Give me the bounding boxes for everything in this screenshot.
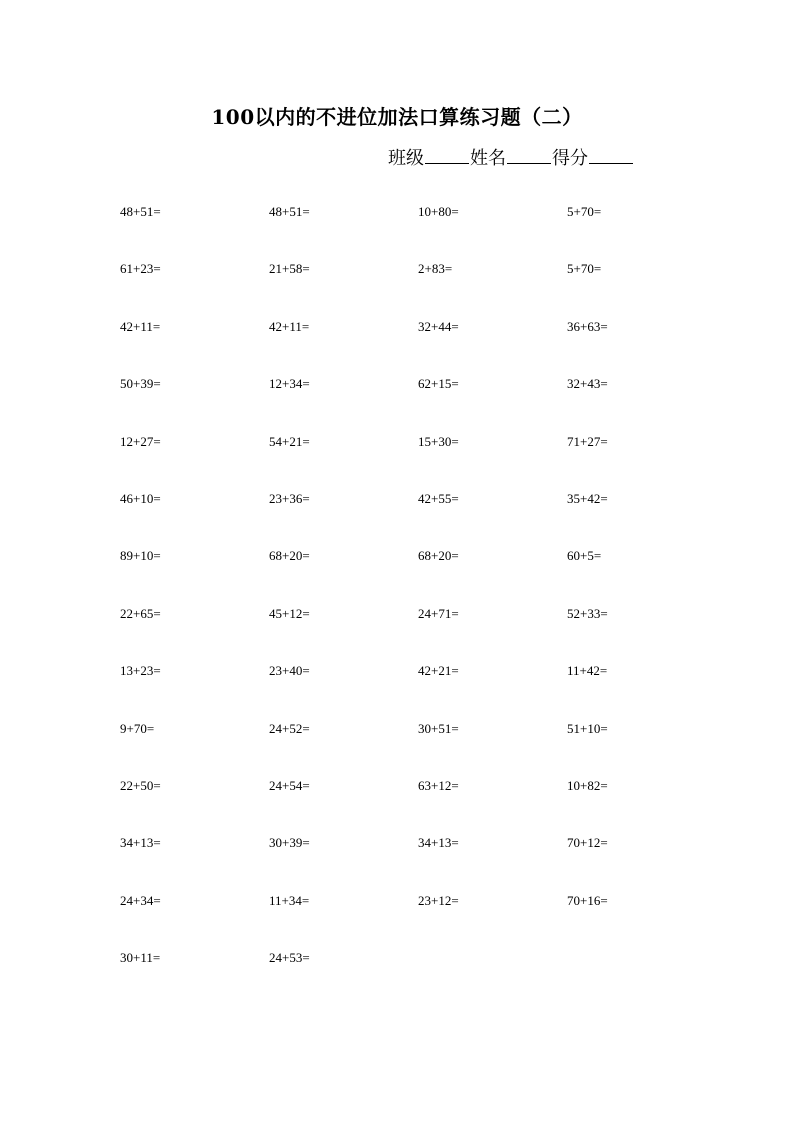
- problem-item: 11+42=: [567, 663, 608, 678]
- problem-item: 48+51=: [120, 204, 161, 219]
- problem-item: 51+10=: [567, 721, 608, 736]
- problem-item: 23+36=: [269, 491, 310, 506]
- problem-item: 23+40=: [269, 663, 310, 678]
- problem-item: 30+39=: [269, 835, 310, 850]
- problem-item: 9+70=: [120, 721, 155, 736]
- problem-item: 42+11=: [120, 319, 161, 334]
- problem-item: 23+12=: [418, 893, 459, 908]
- name-blank[interactable]: [507, 145, 551, 164]
- problem-item: 5+70=: [567, 204, 602, 219]
- class-label: 班级: [388, 148, 424, 169]
- problem-item: 24+71=: [418, 606, 459, 621]
- problem-item: 68+20=: [269, 548, 310, 563]
- problem-item: 12+27=: [120, 434, 161, 449]
- problem-item: 22+65=: [120, 606, 161, 621]
- problem-item: 24+53=: [269, 950, 310, 965]
- problem-item: 32+43=: [567, 376, 608, 391]
- problem-item: 2+83=: [418, 261, 453, 276]
- problem-item: 13+23=: [120, 663, 161, 678]
- problem-item: 10+80=: [418, 204, 459, 219]
- problem-item: 36+63=: [567, 319, 608, 334]
- problem-item: 34+13=: [120, 835, 161, 850]
- name-label: 姓名: [470, 148, 506, 169]
- class-blank[interactable]: [425, 145, 469, 164]
- problem-item: 24+54=: [269, 778, 310, 793]
- problem-item: 21+58=: [269, 261, 310, 276]
- problem-item: 42+11=: [269, 319, 310, 334]
- problem-item: 5+70=: [567, 261, 602, 276]
- problem-item: 70+12=: [567, 835, 608, 850]
- problem-item: 42+21=: [418, 663, 459, 678]
- problem-item: 30+11=: [120, 950, 161, 965]
- problem-item: 46+10=: [120, 491, 161, 506]
- problem-item: 60+5=: [567, 548, 602, 563]
- problem-item: 30+51=: [418, 721, 459, 736]
- problem-item: 89+10=: [120, 548, 161, 563]
- problem-item: 71+27=: [567, 434, 608, 449]
- problem-item: 24+34=: [120, 893, 161, 908]
- problem-item: 54+21=: [269, 434, 310, 449]
- problem-item: 12+34=: [269, 376, 310, 391]
- problem-item: 22+50=: [120, 778, 161, 793]
- problem-item: 15+30=: [418, 434, 459, 449]
- worksheet-title: 100以内的不进位加法口算练习题（二）: [211, 105, 583, 129]
- problem-item: 45+12=: [269, 606, 310, 621]
- problem-item: 70+16=: [567, 893, 608, 908]
- problem-item: 63+12=: [418, 778, 459, 793]
- score-label: 得分: [552, 148, 588, 169]
- problem-item: 35+42=: [567, 491, 608, 506]
- problem-item: 34+13=: [418, 835, 459, 850]
- student-info-fields: [388, 145, 634, 172]
- problem-item: 48+51=: [269, 204, 310, 219]
- problem-item: 52+33=: [567, 606, 608, 621]
- problem-item: 50+39=: [120, 376, 161, 391]
- problem-item: 24+52=: [269, 721, 310, 736]
- problem-item: 68+20=: [418, 548, 459, 563]
- problem-item: 11+34=: [269, 893, 310, 908]
- problem-item: 32+44=: [418, 319, 459, 334]
- problem-item: 42+55=: [418, 491, 459, 506]
- problem-item: 62+15=: [418, 376, 459, 391]
- score-blank[interactable]: [589, 145, 633, 164]
- problem-item: 61+23=: [120, 261, 161, 276]
- problem-item: 10+82=: [567, 778, 608, 793]
